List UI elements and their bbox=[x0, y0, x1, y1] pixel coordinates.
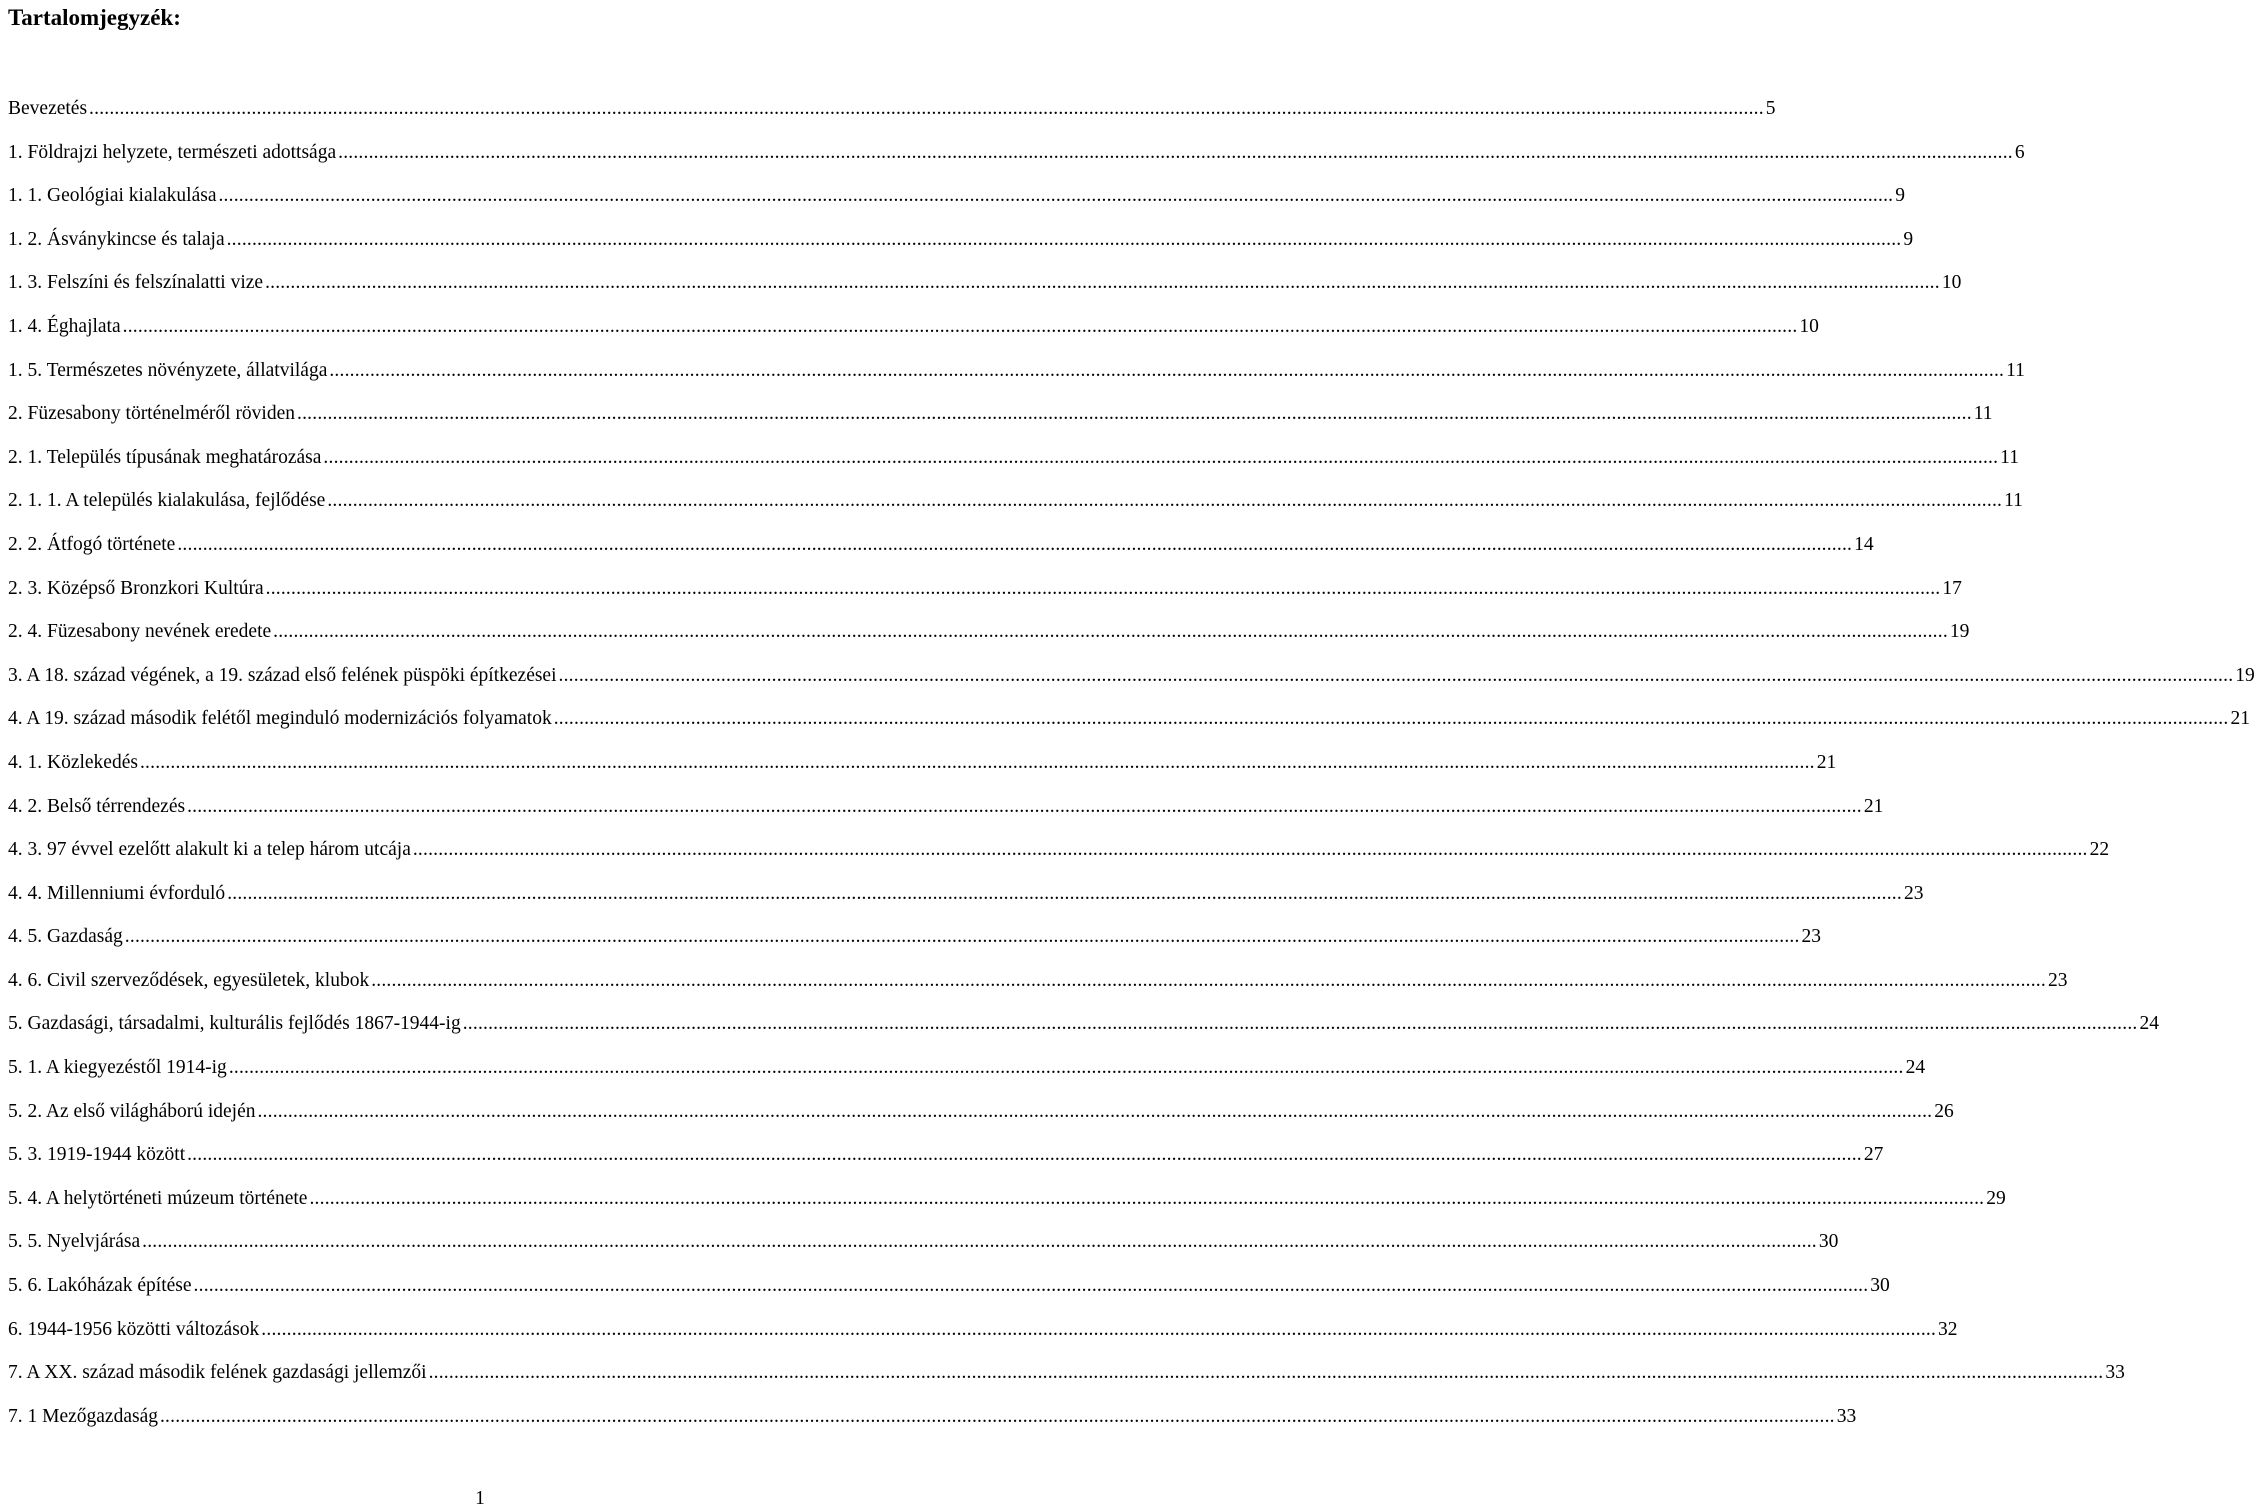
toc-entry[interactable] bbox=[8, 261, 1962, 305]
dot-leader bbox=[227, 872, 1902, 916]
toc-entry[interactable] bbox=[8, 1220, 1839, 1264]
toc-entry-label: 4. 3. 97 évvel ezelőtt alakult ki a telep három utcája bbox=[8, 839, 411, 861]
dot-leader bbox=[140, 741, 1815, 785]
toc-entry-label: 1. 1. Geológiai kialakulása bbox=[8, 185, 217, 207]
dot-leader bbox=[265, 261, 1940, 305]
toc-entry-label: 5. 6. Lakóházak építése bbox=[8, 1275, 192, 1297]
toc-entry[interactable] bbox=[8, 610, 1970, 654]
toc-entry[interactable] bbox=[8, 1351, 2125, 1395]
toc-entry-page: 33 bbox=[2105, 1362, 2125, 1384]
toc-entry-page: 9 bbox=[1895, 185, 1905, 207]
dot-leader bbox=[160, 1395, 1835, 1439]
toc-entry-page: 27 bbox=[1863, 1144, 1884, 1166]
toc-entry-label: Bevezetés bbox=[8, 98, 88, 119]
toc-entry[interactable] bbox=[8, 1133, 1884, 1177]
toc-entry-page: 24 bbox=[1905, 1057, 1926, 1079]
dot-leader bbox=[266, 567, 1941, 611]
toc-entry-page: 10 bbox=[1799, 315, 1819, 337]
toc-entry[interactable] bbox=[8, 218, 1914, 262]
toc-entry-page: 29 bbox=[1986, 1187, 2006, 1209]
toc-entry[interactable] bbox=[8, 174, 1905, 218]
toc-entry-label: 4. 5. Gazdaság bbox=[8, 926, 123, 948]
toc-entry-page: 23 bbox=[1801, 926, 1822, 948]
toc-entry-label: 1. 4. Éghajlata bbox=[8, 315, 121, 337]
toc-entry-page: 22 bbox=[2089, 839, 2110, 861]
toc-entry-page: 33 bbox=[1836, 1405, 1857, 1427]
toc-entry-page: 19 bbox=[2235, 664, 2255, 686]
toc-entry-page: 24 bbox=[2139, 1013, 2159, 1035]
dot-leader bbox=[338, 131, 2013, 175]
toc-entry[interactable] bbox=[8, 479, 2023, 523]
toc-entry[interactable] bbox=[8, 1090, 1954, 1134]
toc-entry[interactable] bbox=[8, 523, 1874, 567]
dot-leader bbox=[327, 479, 2002, 523]
toc-entry-label: 2. 1. Település típusának meghatározása bbox=[8, 446, 322, 468]
toc-entry-label: 7. 1 Mezőgazdaság bbox=[8, 1405, 158, 1427]
toc-entry[interactable] bbox=[8, 654, 2255, 698]
dot-leader bbox=[554, 697, 2229, 741]
toc-entry[interactable] bbox=[8, 785, 1884, 829]
toc-entry-page: 19 bbox=[1949, 621, 1970, 643]
toc-entry[interactable] bbox=[8, 567, 1962, 611]
toc-entry-label: 1. 2. Ásványkincse és talaja bbox=[8, 228, 225, 250]
dot-leader bbox=[297, 392, 1972, 436]
dot-leader bbox=[187, 1133, 1862, 1177]
dot-leader bbox=[463, 1002, 2138, 1046]
toc-entry[interactable] bbox=[8, 1395, 1857, 1439]
toc-entry-page: 21 bbox=[1863, 795, 1884, 817]
toc-entry-page: 23 bbox=[1903, 882, 1924, 904]
toc-entry[interactable] bbox=[8, 305, 1819, 349]
toc-entry-label: 6. 1944-1956 közötti változások bbox=[8, 1318, 260, 1340]
toc-entry-label: 3. A 18. század végének, a 19. század első felének püspöki építkezései bbox=[8, 664, 557, 686]
toc-entry[interactable] bbox=[8, 392, 1993, 436]
toc-entry-label: 2. 2. Átfogó története bbox=[8, 533, 176, 555]
toc-entry-page: 30 bbox=[1818, 1231, 1839, 1253]
dot-leader bbox=[323, 436, 1998, 480]
dot-leader bbox=[429, 1351, 2104, 1395]
toc-entry-page: 26 bbox=[1934, 1100, 1954, 1122]
toc-entry-label: 7. A XX. század második felének gazdasági jellemzői bbox=[8, 1362, 427, 1384]
toc-entry[interactable] bbox=[8, 915, 1822, 959]
toc-entry[interactable] bbox=[8, 697, 2250, 741]
toc-entry-page: 32 bbox=[1938, 1318, 1958, 1340]
toc-entry-page: 11 bbox=[1973, 403, 1993, 425]
toc-entry-label: 5. 2. Az első világháború idején bbox=[8, 1100, 256, 1122]
dot-leader bbox=[371, 959, 2046, 1003]
toc-entry-label: 5. 3. 1919-1944 között bbox=[8, 1144, 186, 1166]
toc-entry-label: 4. 6. Civil szerveződések, egyesületek, klubok bbox=[8, 969, 370, 991]
toc-entry-label: 5. 1. A kiegyezéstől 1914-ig bbox=[8, 1057, 227, 1079]
toc-entry[interactable] bbox=[8, 1264, 1890, 1308]
dot-leader bbox=[142, 1220, 1817, 1264]
toc-entry-page: 9 bbox=[1903, 228, 1914, 250]
toc-entry-label: 5. 4. A helytörténeti múzeum története bbox=[8, 1187, 308, 1209]
toc-entry[interactable] bbox=[8, 131, 2025, 175]
toc-entry[interactable] bbox=[8, 872, 1924, 916]
toc-entry[interactable] bbox=[8, 741, 1837, 785]
dot-leader bbox=[177, 523, 1852, 567]
dot-leader bbox=[194, 1264, 1869, 1308]
toc-entry-page: 11 bbox=[2000, 446, 2019, 468]
toc-entry-label: 4. 2. Belső térrendezés bbox=[8, 795, 186, 817]
dot-leader bbox=[123, 305, 1798, 349]
dot-leader bbox=[89, 87, 1764, 131]
toc-entry[interactable] bbox=[8, 436, 2019, 480]
toc-entry-label: 1. 3. Felszíni és felszínalatti vize bbox=[8, 272, 264, 294]
dot-leader bbox=[227, 218, 1902, 262]
toc-entry-page: 17 bbox=[1942, 577, 1962, 599]
toc-entry-page: 5 bbox=[1765, 98, 1776, 119]
toc-entry[interactable] bbox=[8, 1308, 1958, 1352]
toc-entry-label: 1. Földrajzi helyzete, természeti adottsága bbox=[8, 141, 337, 163]
toc-entry[interactable] bbox=[8, 87, 1776, 131]
toc-entry-page: 21 bbox=[2230, 708, 2250, 730]
toc-entry[interactable] bbox=[8, 828, 2110, 872]
dot-leader bbox=[261, 1308, 1936, 1352]
dot-leader bbox=[273, 610, 1948, 654]
toc-entry-label: 2. Füzesabony történelméről röviden bbox=[8, 403, 296, 425]
toc-entry-label: 1. 5. Természetes növényzete, állatvilága bbox=[8, 359, 328, 381]
toc-entry-label: 5. 5. Nyelvjárása bbox=[8, 1231, 141, 1253]
dot-leader bbox=[309, 1177, 1984, 1221]
toc-entry-page: 6 bbox=[2014, 141, 2025, 163]
toc-entry[interactable] bbox=[8, 959, 2068, 1003]
toc-entry-page: 14 bbox=[1854, 533, 1874, 555]
toc-entry-label: 4. A 19. század második felétől meginduló modernizációs folyamatok bbox=[8, 708, 552, 730]
toc-entry-label: 4. 1. Közlekedés bbox=[8, 751, 138, 773]
toc-entry-page: 23 bbox=[2047, 969, 2068, 991]
toc-entry-page: 30 bbox=[1870, 1275, 1890, 1297]
toc-entry-label: 2. 3. Középső Bronzkori Kultúra bbox=[8, 577, 264, 599]
toc-entry-page: 21 bbox=[1816, 751, 1837, 773]
dot-leader bbox=[329, 349, 2004, 393]
dot-leader bbox=[257, 1090, 1932, 1134]
toc-title: Tartalomjegyzék: bbox=[8, 5, 181, 30]
toc-entry[interactable] bbox=[8, 1177, 2006, 1221]
toc-entry-label: 4. 4. Millenniumi évforduló bbox=[8, 882, 226, 904]
toc-entry-page: 10 bbox=[1941, 272, 1962, 294]
page-number: 1 bbox=[475, 1488, 485, 1509]
dot-leader bbox=[229, 1046, 1904, 1090]
dot-leader bbox=[187, 785, 1862, 829]
table-of-contents bbox=[8, 87, 2255, 1438]
dot-leader bbox=[218, 174, 1893, 218]
toc-entry-page: 11 bbox=[2004, 490, 2023, 512]
dot-leader bbox=[559, 654, 2234, 698]
dot-leader bbox=[413, 828, 2088, 872]
toc-entry-page: 11 bbox=[2006, 359, 2025, 381]
toc-entry-label: 5. Gazdasági, társadalmi, kulturális fejlődés 1867-1944-ig bbox=[8, 1013, 461, 1035]
toc-entry[interactable] bbox=[8, 1046, 1926, 1090]
toc-entry-label: 2. 1. 1. A település kialakulása, fejlődése bbox=[8, 490, 326, 512]
toc-entry[interactable] bbox=[8, 1002, 2159, 1046]
toc-entry-label: 2. 4. Füzesabony nevének eredete bbox=[8, 621, 272, 643]
toc-entry[interactable] bbox=[8, 349, 2025, 393]
dot-leader bbox=[125, 915, 1800, 959]
